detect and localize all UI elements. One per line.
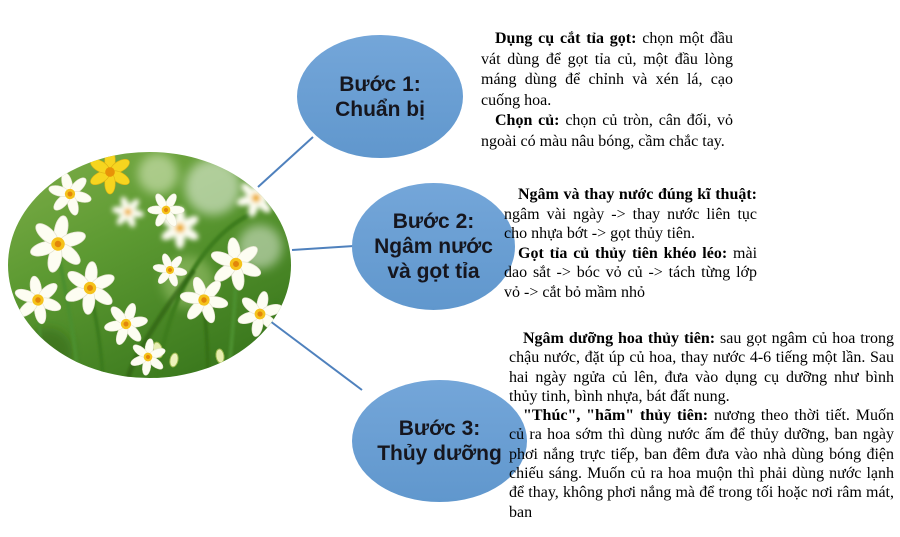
paragraph-lead: Gọt tỉa củ thủy tiên khéo léo: bbox=[518, 244, 728, 262]
note-paragraph bbox=[509, 406, 894, 522]
connector-line-step3 bbox=[270, 321, 362, 390]
note-paragraph bbox=[481, 111, 733, 152]
note-paragraph bbox=[509, 329, 894, 406]
step-1-title: Bước 1: bbox=[339, 72, 421, 96]
narcissus-photo bbox=[8, 152, 291, 378]
connector-line-step2 bbox=[292, 246, 354, 250]
paragraph-lead: Ngâm và thay nước đúng kĩ thuật: bbox=[518, 186, 757, 203]
note-paragraph bbox=[504, 244, 757, 303]
step-2-subtitle: Ngâm nước và gọt tỉa bbox=[374, 235, 499, 283]
note-block-step-1 bbox=[481, 29, 733, 152]
paragraph-lead: Dụng cụ cắt tỉa gọt: bbox=[495, 30, 637, 47]
paragraph-lead: Ngâm dưỡng hoa thủy tiên: bbox=[523, 330, 716, 347]
note-block-step-3 bbox=[509, 329, 894, 522]
step-2-ellipse bbox=[352, 183, 515, 310]
paragraph-text: sau gọt ngâm củ hoa trong chậu nước, đặt úp củ hoa, thay nước 4-6 tiếng một lần. Sau hai ngày ngửa củ lên, đưa vào dụng cụ dưỡng như bình thủy tinh, bình nhựa, bát đất nung. bbox=[509, 330, 895, 405]
paragraph-text: chọn một đầu vát dùng để gọt tỉa củ, một đầu lòng máng dùng để chỉnh và xén lá, cạo cuống hoa. bbox=[481, 30, 733, 109]
paragraph-lead: "Thúc", "hãm" thủy tiên: bbox=[523, 407, 709, 425]
paragraph-text: ngâm vài ngày -> thay nước liên tục cho nhựa bớt -> gọt thủy tiên. bbox=[504, 205, 757, 242]
note-paragraph bbox=[481, 29, 733, 111]
paragraph-text: mài dao sắt -> bóc vỏ củ -> tách từng lớp vỏ -> cắt bỏ mầm nhỏ bbox=[504, 244, 758, 301]
connector-line-step1 bbox=[258, 137, 313, 187]
step-1-ellipse bbox=[297, 35, 463, 158]
paragraph-text: chọn củ tròn, cân đối, vỏ ngoài có màu nâu bóng, cầm chắc tay. bbox=[481, 112, 733, 150]
paragraph-lead: Chọn củ: bbox=[495, 112, 560, 129]
paragraph-text: nương theo thời tiết. Muốn củ ra hoa sớm thì dùng nước ấm để thủy dưỡng, ban ngày phơi nắng trực tiếp, ban đêm đưa vào nhà dùng bóng điện chiếu sáng. Muốn củ ra hoa muộn thì phải dùng nước lạnh để thay, không phơi nắng mà để trong tối hoặc nơi râm mát, ban bbox=[509, 407, 894, 521]
note-block-step-2 bbox=[504, 185, 757, 302]
step-3-title: Bước 3: bbox=[398, 417, 481, 440]
step-1-subtitle: Chuẩn bị bbox=[335, 97, 425, 121]
step-3-subtitle: Thủy dưỡng bbox=[377, 442, 502, 465]
note-paragraph bbox=[504, 185, 757, 244]
step-2-title: Bước 2: bbox=[392, 210, 475, 233]
step-3-ellipse bbox=[352, 380, 527, 502]
